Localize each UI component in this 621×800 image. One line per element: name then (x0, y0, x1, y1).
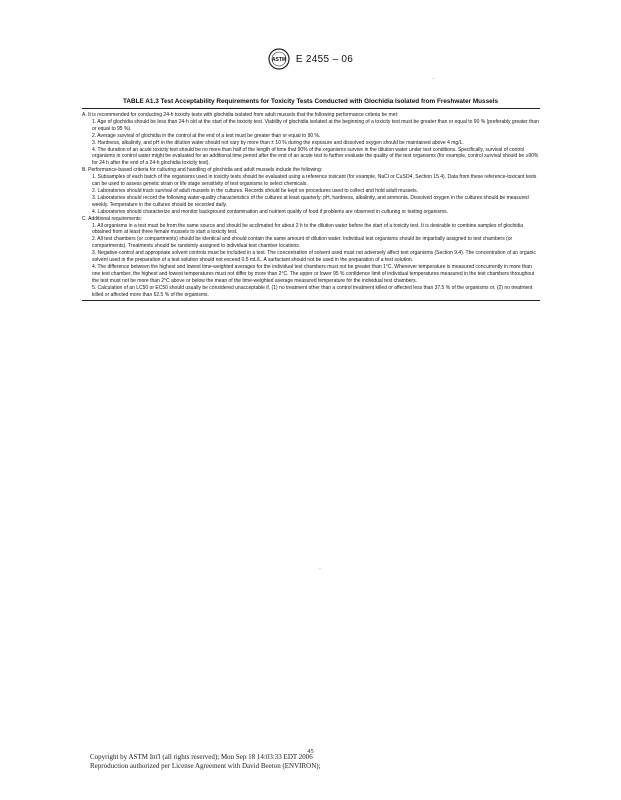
scan-speck: · (432, 76, 434, 82)
list-item: 1. Age of glochidia should be less than 24-h old at the start of the toxicity test. Viability of glochidia isolated at the beginning of a toxicity test must be greater than or equal to 90 % (preferably greater than or equal to 95 %). (92, 118, 539, 132)
section-heading: B. Performance-based criteria for culturing and handling of glochidia and adult mussels include the following: (82, 167, 323, 174)
section-heading: A. It is recommended for conducting 24-h toxicity tests with glochidia isolated from adult mussels that the following performance criteria be met: (82, 112, 399, 118)
section-b (82, 167, 540, 215)
table-body (82, 112, 540, 301)
list-item: 2. Average survival of glochidia in the control at the end of a test must be greater than or equal to 90 %. (92, 132, 321, 139)
list-item: 5. Calculation of an LC50 or EC50 should usually be considered unacceptable if, (1) no treatment other than a control treatment killed or affected less than 37.5 % of the organisms or, (2) no treatment killed or affected more than 62.5 % of the organisms. (92, 284, 533, 298)
list-item: 1. All organisms in a test must be from the same source and should be acclimated for about 2 h to the dilution water before the start of a toxicity test. It is desirable to combine samples of glochidia obtained from at least three female mussels to start a toxicity test. (92, 222, 524, 236)
svg-text:ASTM: ASTM (271, 57, 286, 63)
license-line: Reproduction authorized per License Agreement with David Beeton (ENVIRON); (90, 762, 321, 770)
section-heading: C. Additional requirements: (82, 215, 143, 222)
list-item: 4. Laboratories should characterize and monitor background contamination and nutrient quality of food if problems are observed in culturing or testing organisms. (92, 208, 449, 215)
table-title: TABLE A1.3 Test Acceptability Requirements for Toxicity Tests Conducted with Glochidia Isolated from Freshwater Mussels (122, 98, 499, 105)
section-c (82, 216, 540, 299)
list-item: 4. The duration of an acute toxicity test should be no more than half of the length of time that 90% of the organisms survive in the dilution water under test conditions. Specifically, survival of control organisms in control water might be evaluated for an additional time period after the end of an acute test to further evaluate the quality of the test organisms (for example, control survival should be ≥90% for 24 h after the end of a 24-h glochidia toxicity test). (92, 146, 539, 167)
list-item: 3. Hardness, alkalinity, and pH in the dilution water should not vary by more than ± 10 % during the exposure and dissolved oxygen should be maintained above 4 mg/L. (92, 139, 464, 146)
table-bottom-rule (82, 300, 540, 301)
copyright-line: Copyright by ASTM Int'l (all rights reserved); Mon Sep 18 14:03:33 EDT 2006 (90, 753, 313, 761)
document-header (0, 48, 621, 70)
page-number: 45 (307, 748, 314, 755)
table-top-rule (82, 108, 540, 109)
list-item: 3. Laboratories should record the following water-quality characteristics of the cultures at least quarterly: pH, hardness, alkalinity, and ammonia. Dissolved oxygen in the cultures should be measured weekly. Temperature in the cultures should be recorded daily. (92, 194, 529, 208)
scan-speck: · (319, 566, 321, 572)
document-designation: E 2455 – 06 (295, 53, 354, 65)
page-footer (90, 753, 470, 771)
list-item: 2. All test chambers (or compartments) should be identical and should contain the same amount of dilution water. Individual test organisms should be impartially assigned to test chambers (or compartments). Treatments should be randomly assigned to individual test chamber locations. (92, 236, 513, 250)
list-item: 4. The difference between the highest and lowest time-weighted averages for the individual test chambers must not be greater than 1°C. Whenever temperature is measured concurrently in more than one test chamber, the highest and lowest temperatures must not differ by more than 2°C. The upper or lower 95 % confidence limit of individual temperatures measured in the test chambers throughout the test must not be more than 2°C above or below the mean of the time-weighted average measured temperature for the individual test chambers. (92, 263, 535, 284)
astm-logo-icon (268, 48, 290, 70)
list-item: 2. Laboratories should track survival of adult mussels in the cultures. Records should be kept on procedures used to collect and hold adult mussels. (92, 187, 419, 194)
list-item: 1. Subsamples of each batch of the organisms used in toxicity tests should be evaluated using a reference toxicant (for example, NaCl or CuSO4, Section 15.4). Data from these reference-toxicant tests can be used to assess genetic strain or life stage sensitivity of test organisms to select chemicals. (92, 174, 537, 188)
list-item: 3. Negative-control and appropriate solvent controls must be included in a test. The concentration of solvent used must not adversely affect test organisms (Section 9.4). The concentration of an organic solvent used in the preparation of a test solution should not exceed 0.5 mL/L. A surfactant should not be used in the preparation of a test solution. (92, 250, 536, 264)
section-a (82, 112, 540, 167)
